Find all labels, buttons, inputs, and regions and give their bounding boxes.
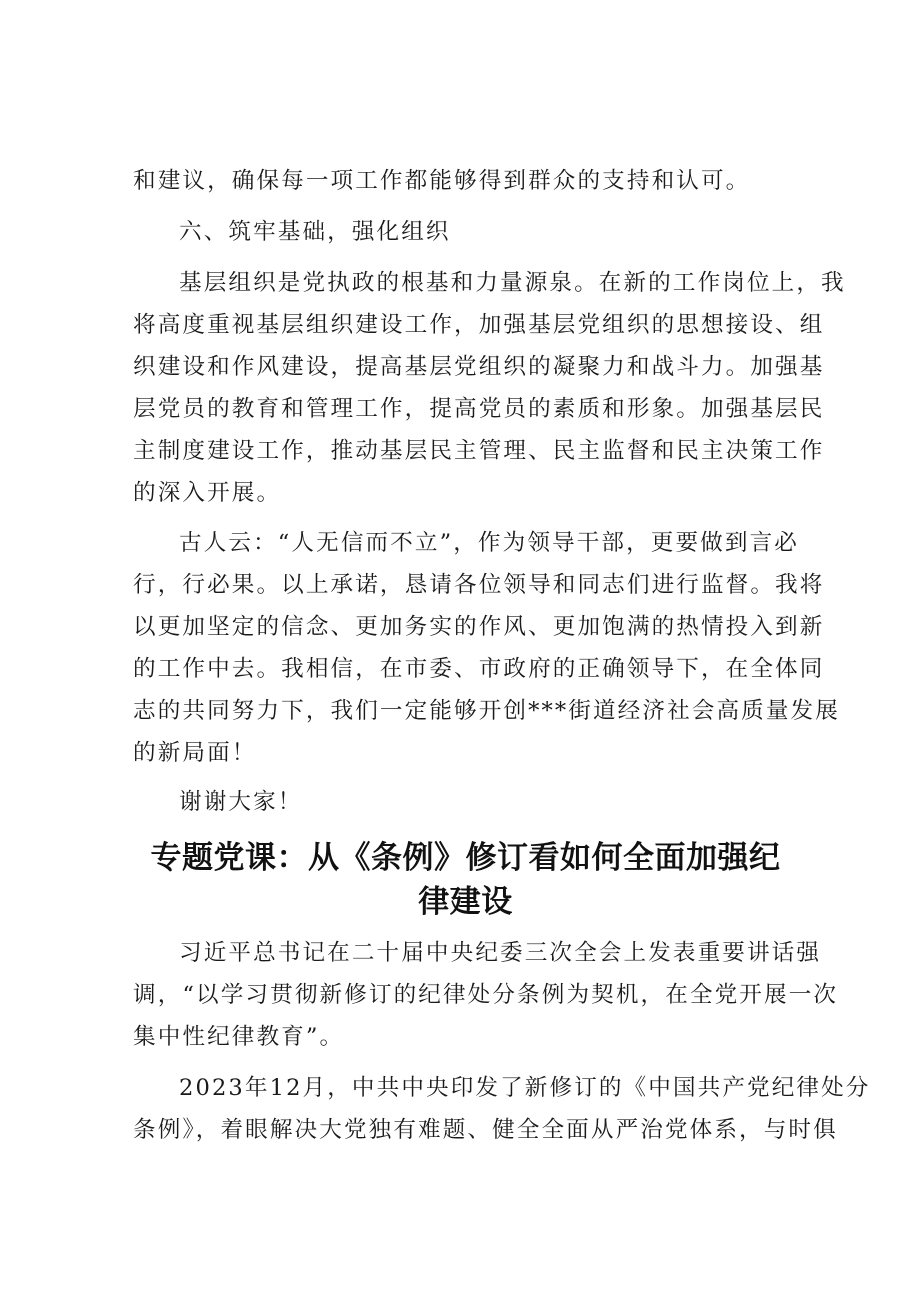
text-line: 将高度重视基层组织建设工作，加强基层党组织的思想接设、组 (133, 312, 825, 338)
text-line: 行，行必果。以上承诺，恳请各位领导和同志们进行监督。我将 (133, 572, 825, 598)
text-line: 的工作中去。我相信，在市委、市政府的正确领导下，在全体同 (133, 656, 825, 682)
text-line: 的深入开展。 (133, 480, 282, 506)
text-line: 主制度建设工作，推动基层民主管理、民主监督和民主决策工作 (133, 438, 825, 464)
paragraph-2023-regulation (133, 1067, 871, 1151)
text-line: 习近平总书记在二十届中央纪委三次全会上发表重要讲话强 (179, 940, 822, 966)
text-line: 和建议，确保每一项工作都能够得到群众的支持和认可。 (133, 168, 751, 194)
text-line: 基层组织是党执政的根基和力量源泉。在新的工作岗位上，我 (179, 270, 846, 296)
text-line: 古人云：“人无信而不立”，作为领导干部，更要做到言必 (179, 530, 799, 556)
text-line: 集中性纪律教育”。 (133, 1024, 345, 1050)
paragraph-basic-organization (133, 262, 846, 514)
text-line: 的新局面！ (133, 740, 257, 766)
section-heading (133, 211, 798, 253)
text-line: 条例》，着眼解决大党独有难题、健全全面从严治党体系，与时俱 (133, 1117, 838, 1143)
text-line: 层党员的教育和管理工作，提高党员的素质和形象。加强基层民 (133, 396, 825, 422)
title-line: 专题党课：从《条例》修订看如何全面加强纪 (150, 840, 781, 876)
text-line: 志的共同努力下，我们一定能够开创***街道经济社会高质量发展 (133, 698, 840, 724)
paragraph-thanks (133, 781, 798, 823)
paragraph-xi-speech (133, 932, 839, 1058)
paragraph-continuation (133, 160, 798, 202)
title-line: 律建设 (418, 884, 513, 920)
text-line: 2023年12月，中共中央印发了新修订的《中国共产党纪律处分 (179, 1075, 871, 1101)
paragraph-ancients (133, 522, 840, 774)
text-line: 谢谢大家！ (179, 789, 303, 815)
text-line: 织建设和作风建设，提高基层党组织的凝聚力和战斗力。加强基 (133, 354, 825, 380)
text-line: 以更加坚定的信念、更加务实的作风、更加饱满的热情投入到新 (133, 614, 825, 640)
article-title (133, 836, 798, 924)
text-line: 调，“以学习贯彻新修订的纪律处分条例为契机，在全党开展一次 (133, 982, 839, 1008)
section-heading-text: 六、筑牢基础，强化组织 (179, 219, 451, 245)
